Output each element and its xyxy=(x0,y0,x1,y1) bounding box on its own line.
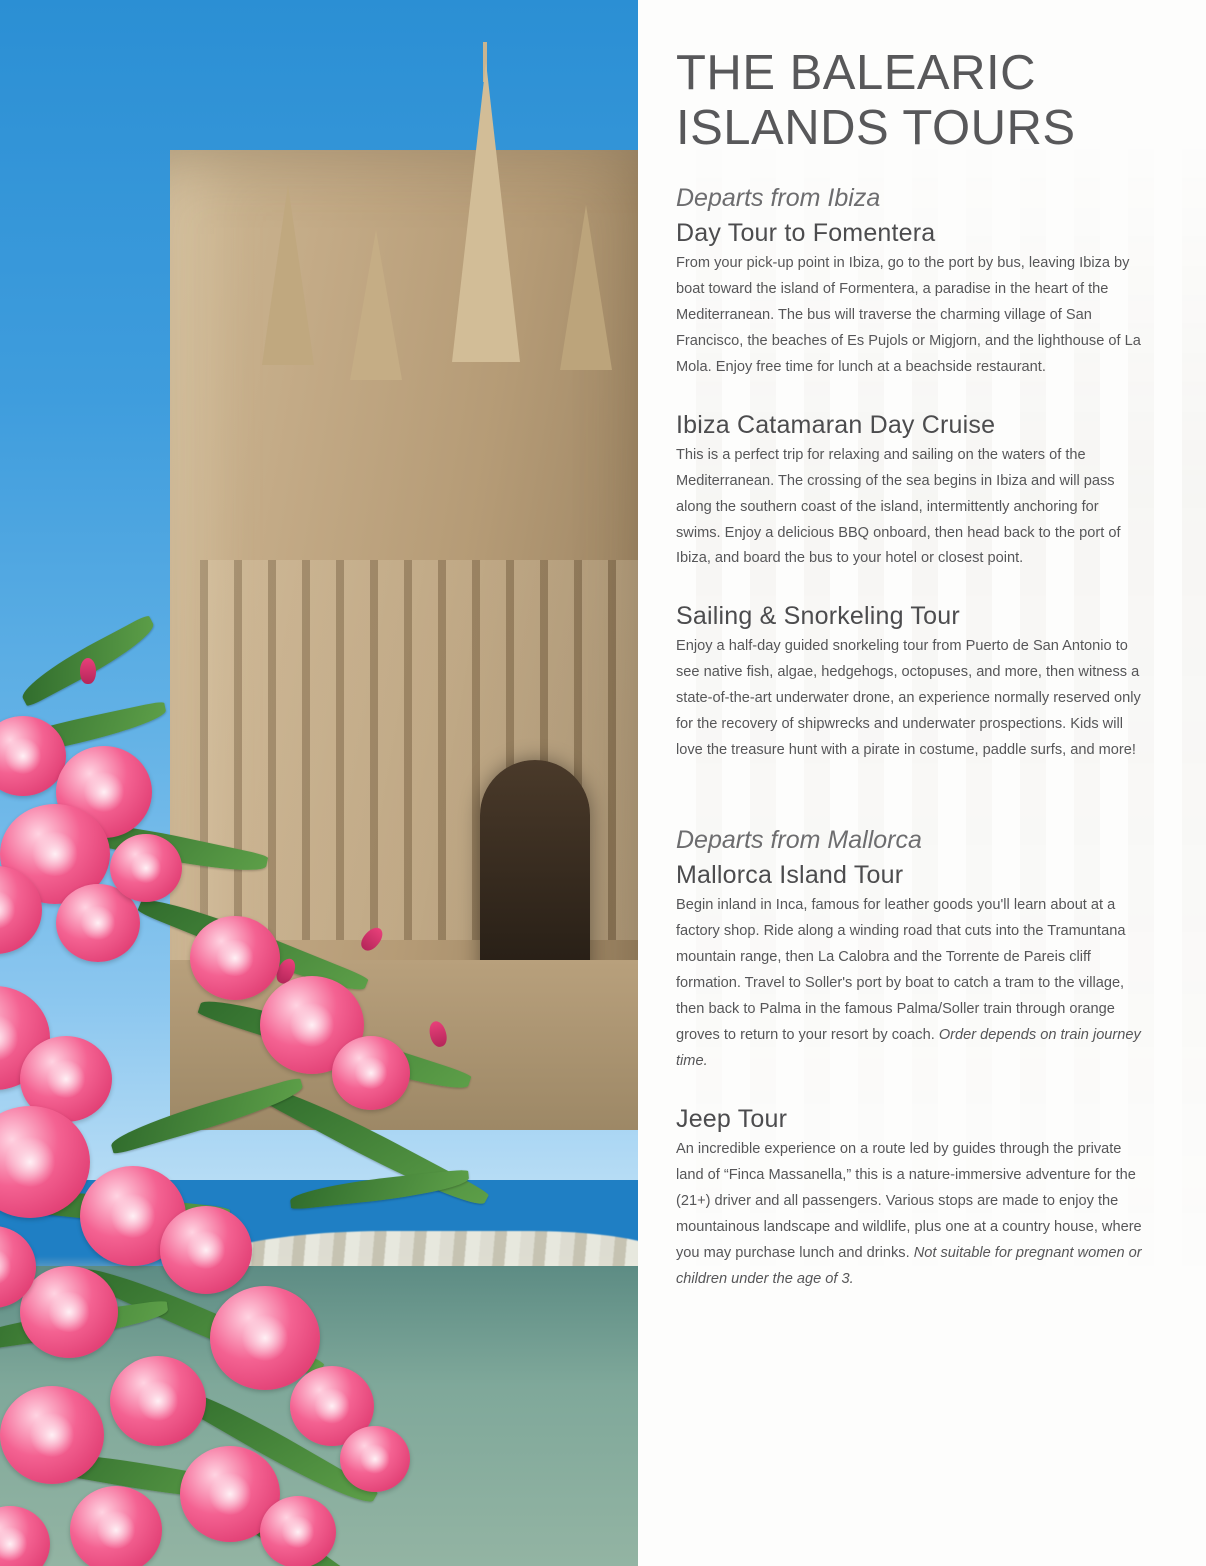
content-panel xyxy=(638,0,1206,1566)
tour-body-note: Order depends on train journey time. xyxy=(676,1027,1141,1070)
tour-body-jeep-tour xyxy=(676,1137,1146,1293)
oleander-foreground xyxy=(0,566,520,1566)
tour-body-text: Begin inland in Inca, famous for leather goods you'll learn about at a factory shop. Ride along a winding road that cuts into the Tramuntana mountain range, then La Calobra and the Torrente de Pareis cliff formation. Travel to Soller's port by boat to catch a tram to the village, then back to Palma in the famous Palma/Soller train through orange groves to return to your resort by coach. xyxy=(676,897,1126,1044)
tour-body-sailing-snorkeling-tour: Enjoy a half-day guided snorkeling tour from Puerto de San Antonio to see native fish, algae, hedgehogs, octopuses, and more, then witness a state-of-the-art underwater drone, an experience normally reserved only for the recovery of shipwrecks and underwater prospections. Kids will love the treasure hunt with a pirate in costume, paddle surfs, and more! xyxy=(676,638,1141,759)
cathedral-spire-right xyxy=(560,205,612,370)
tour-title-day-tour-to-fomentera: Day Tour to Fomentera xyxy=(676,218,936,247)
tour-body-ibiza-catamaran-day-cruise: This is a perfect trip for relaxing and sailing on the waters of the Mediterranean. The crossing of the sea begins in Ibiza and will pass along the southern coast of the island, intermittently anchoring for swims. Enjoy a delicious BBQ onboard, then head back to the port of Ibiza, and board the bus to your hotel or closest point. xyxy=(676,446,1121,567)
section-spacer xyxy=(676,794,1158,816)
tour-title-ibiza-catamaran-day-cruise: Ibiza Catamaran Day Cruise xyxy=(676,410,996,439)
tour-body-text: An incredible experience on a route led by guides through the private land of “Finca Massanella,” this is a nature-immersive adventure for the (21+) driver and all passengers. Various stops are made to enjoy the mountainous landscape and wildlife, plus one at a country house, where you may purchase lunch and drinks. xyxy=(676,1141,1142,1261)
tour-body-mallorca-island-tour xyxy=(676,893,1146,1075)
tour-body-note: Not suitable for pregnant women or children under the age of 3. xyxy=(676,1244,1142,1287)
page-title: THE BALEARIC ISLANDS TOURS xyxy=(676,46,1076,155)
cathedral-main-spire xyxy=(452,62,520,362)
tour-body-day-tour-to-fomentera: From your pick-up point in Ibiza, go to the port by bus, leaving Ibiza by boat toward the island of Formentera, a paradise in the heart of the Mediterranean. The bus will traverse the charming village of San Francisco, the beaches of Es Pujols or Migjorn, and the lighthouse of La Mola. Enjoy free time for lunch at a beachside restaurant. xyxy=(676,254,1141,375)
cathedral-spire-left xyxy=(262,185,314,365)
tour-title-mallorca-island-tour: Mallorca Island Tour xyxy=(676,861,904,890)
tour-title-jeep-tour: Jeep Tour xyxy=(676,1105,788,1134)
section-heading-mallorca: Departs from Mallorca xyxy=(676,826,922,855)
cathedral-spire-mid xyxy=(350,230,402,380)
tour-title-sailing-snorkeling-tour: Sailing & Snorkeling Tour xyxy=(676,602,960,631)
section-heading-ibiza: Departs from Ibiza xyxy=(676,183,881,212)
